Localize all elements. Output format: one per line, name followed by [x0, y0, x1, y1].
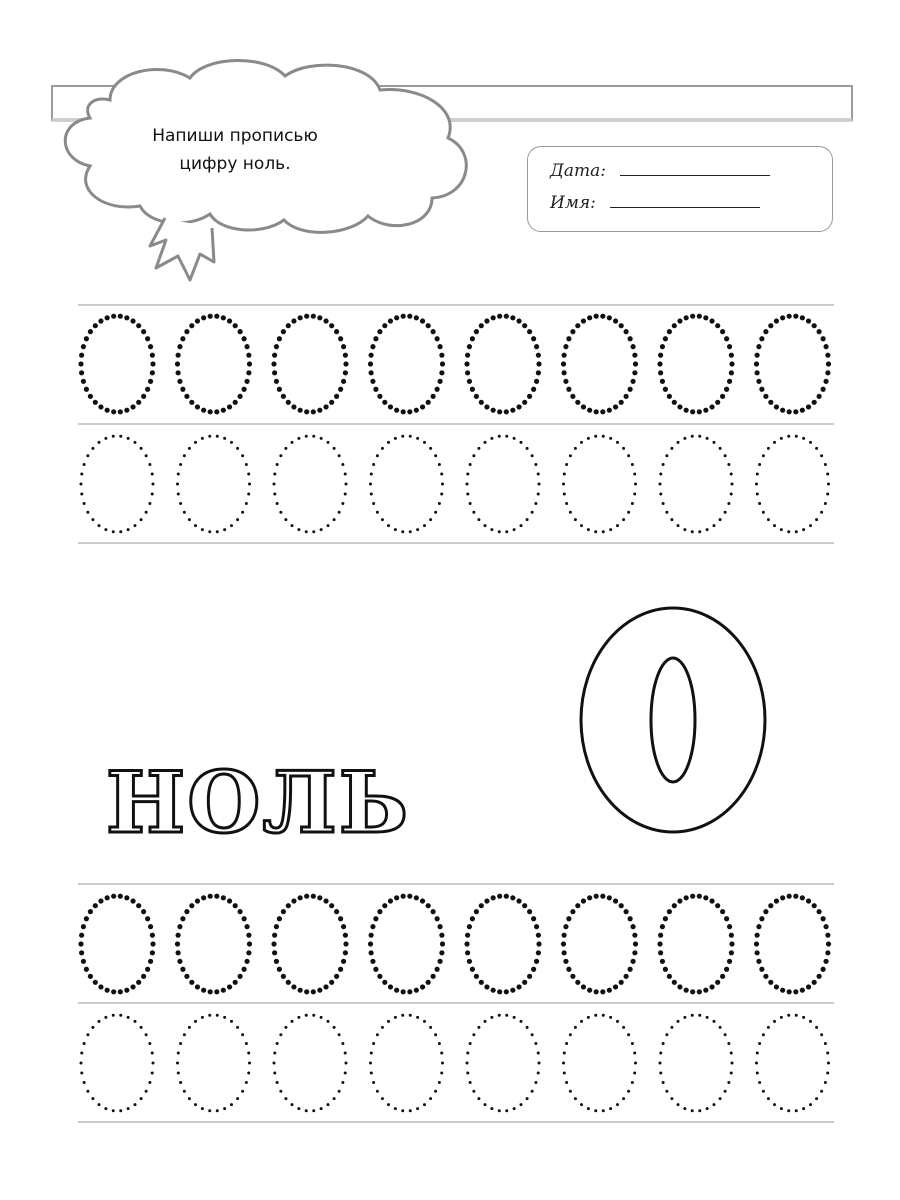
- bold-dotted-zero[interactable]: [657, 314, 734, 415]
- name-field[interactable]: [550, 193, 760, 213]
- task-instruction: [120, 122, 350, 178]
- light-dotted-zero[interactable]: [562, 435, 637, 533]
- bold-dotted-zero[interactable]: [271, 894, 348, 995]
- bold-dotted-zero[interactable]: [78, 314, 155, 415]
- bold-dotted-zero[interactable]: [271, 314, 348, 415]
- task-line-1: Напиши прописью: [152, 126, 318, 146]
- bold-dotted-zero[interactable]: [561, 314, 638, 415]
- light-dotted-zero[interactable]: [80, 1014, 155, 1112]
- light-dotted-zero[interactable]: [369, 435, 444, 533]
- light-dotted-zero[interactable]: [176, 435, 251, 533]
- bold-dotted-zero[interactable]: [754, 314, 831, 415]
- light-dotted-zero[interactable]: [659, 435, 734, 533]
- light-dotted-zero[interactable]: [273, 1014, 348, 1112]
- light-dotted-zero[interactable]: [176, 1014, 251, 1112]
- light-dotted-zero[interactable]: [273, 435, 348, 533]
- name-blank-line[interactable]: [610, 193, 760, 208]
- date-name-box: [527, 146, 833, 232]
- light-dotted-zero[interactable]: [659, 1014, 734, 1112]
- date-label: Дата:: [550, 161, 606, 181]
- bold-dotted-zero[interactable]: [464, 894, 541, 995]
- light-dotted-zero[interactable]: [466, 1014, 541, 1112]
- bold-dotted-zero[interactable]: [368, 894, 445, 995]
- bold-dotted-zero[interactable]: [561, 894, 638, 995]
- bold-dotted-zero[interactable]: [175, 894, 252, 995]
- date-field[interactable]: [550, 161, 770, 181]
- light-dotted-zero[interactable]: [562, 1014, 637, 1112]
- date-blank-line[interactable]: [620, 161, 770, 176]
- bold-dotted-zero[interactable]: [754, 894, 831, 995]
- light-dotted-zero[interactable]: [466, 435, 541, 533]
- word-nol-outlined: НОЛЬ: [105, 753, 411, 852]
- light-dotted-zero[interactable]: [369, 1014, 444, 1112]
- bold-dotted-zero[interactable]: [657, 894, 734, 995]
- bold-dotted-zero[interactable]: [175, 314, 252, 415]
- bold-dotted-zero[interactable]: [78, 894, 155, 995]
- light-dotted-zero[interactable]: [755, 435, 830, 533]
- task-line-2: цифру ноль.: [179, 154, 291, 174]
- bold-dotted-zero[interactable]: [368, 314, 445, 415]
- digit-zero-outlined: [581, 608, 765, 832]
- light-dotted-zero[interactable]: [80, 435, 155, 533]
- light-dotted-zero[interactable]: [755, 1014, 830, 1112]
- bold-dotted-zero[interactable]: [464, 314, 541, 415]
- name-label: Имя:: [550, 193, 596, 213]
